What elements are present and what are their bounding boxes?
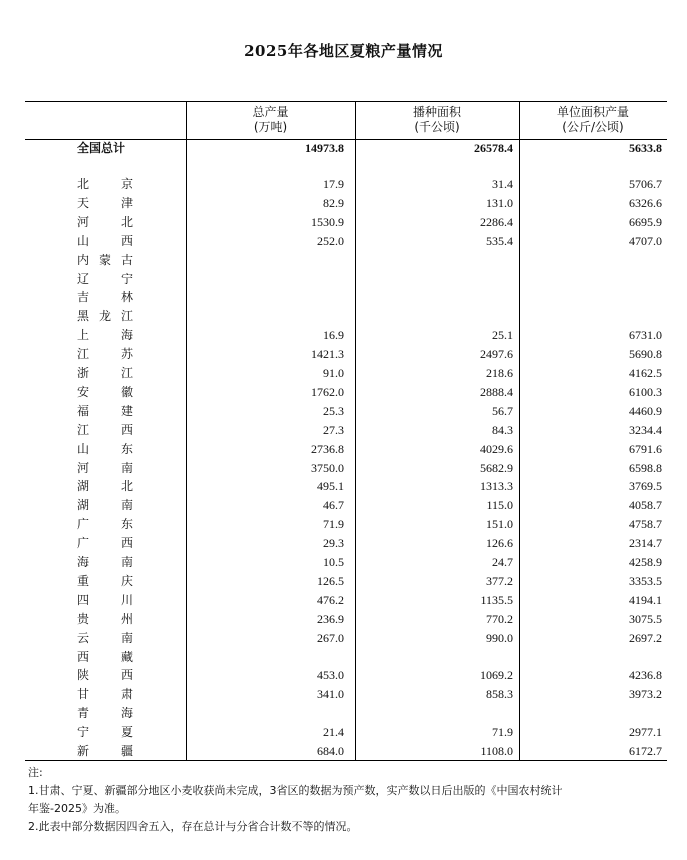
area-cell: 1069.2 <box>480 668 513 683</box>
yield-cell: 2977.1 <box>629 725 662 740</box>
output-cell: 476.2 <box>317 592 344 607</box>
yield-cell: 3075.5 <box>629 611 662 626</box>
area-cell: 56.7 <box>492 403 513 418</box>
region-name: 黑龙江 <box>77 309 133 324</box>
yield-cell: 5690.8 <box>629 347 662 362</box>
yield-cell: 6731.0 <box>629 328 662 343</box>
table-row <box>25 194 667 213</box>
table-row <box>25 629 667 648</box>
region-name: 贵州 <box>77 611 133 626</box>
area-cell: 151.0 <box>486 517 513 532</box>
region-name: 湖南 <box>77 498 133 513</box>
yield-cell: 6326.6 <box>629 195 662 210</box>
region-name: 新疆 <box>77 744 133 758</box>
output-cell: 1530.9 <box>311 214 344 229</box>
area-cell: 1313.3 <box>480 479 513 494</box>
note-1-continued: 年鉴-2025》为准。 <box>28 802 126 815</box>
region-name: 西藏 <box>77 649 133 664</box>
table-row <box>25 364 667 383</box>
header-yield-label: 单位面积产量 <box>556 105 629 119</box>
yield-cell: 4460.9 <box>629 403 662 418</box>
yield-cell: 4194.1 <box>629 592 662 607</box>
yield-cell: 3973.2 <box>629 687 662 702</box>
total-output: 14973.8 <box>305 141 344 155</box>
area-cell: 1108.0 <box>480 744 513 758</box>
yield-cell: 6695.9 <box>629 214 662 229</box>
area-cell: 1135.5 <box>480 592 513 607</box>
note-2: 2.此表中部分数据因四舍五入，存在总计与分省合计数不等的情况。 <box>28 820 358 833</box>
table-row <box>25 213 667 232</box>
output-cell: 495.1 <box>317 479 344 494</box>
area-cell: 115.0 <box>486 498 513 513</box>
table-row <box>25 591 667 610</box>
output-cell: 453.0 <box>317 668 344 683</box>
footnotes <box>28 764 668 836</box>
region-name: 上海 <box>77 328 133 343</box>
header-area <box>355 101 519 139</box>
region-name: 山西 <box>77 233 133 248</box>
region-name: 宁夏 <box>77 725 133 740</box>
yield-cell: 3353.5 <box>629 573 662 588</box>
yield-cell: 4258.9 <box>629 555 662 569</box>
area-cell: 990.0 <box>486 630 513 645</box>
region-name: 内蒙古 <box>77 252 133 267</box>
total-area: 26578.4 <box>474 141 513 155</box>
area-cell: 2286.4 <box>480 214 513 229</box>
header-yield <box>519 101 667 139</box>
output-cell: 29.3 <box>323 536 344 551</box>
total-row <box>25 139 667 158</box>
output-cell: 46.7 <box>323 498 344 513</box>
region-name: 江西 <box>77 422 133 437</box>
region-name: 陕西 <box>77 668 133 683</box>
yield-cell: 4707.0 <box>629 233 662 248</box>
table-row <box>25 742 667 761</box>
output-cell: 126.5 <box>317 573 344 588</box>
area-cell: 2497.6 <box>480 347 513 362</box>
region-name: 甘肃 <box>77 687 133 702</box>
area-cell: 535.4 <box>486 233 513 248</box>
region-name: 安徽 <box>77 384 133 399</box>
table-row <box>25 402 667 421</box>
output-cell: 16.9 <box>323 328 344 343</box>
yield-cell: 2697.2 <box>629 630 662 645</box>
region-name: 浙江 <box>77 366 133 380</box>
region-name: 云南 <box>77 630 133 645</box>
output-cell: 27.3 <box>323 422 344 437</box>
table-row <box>25 610 667 629</box>
output-cell: 236.9 <box>317 611 344 626</box>
header-yield-unit: (公斤/公顷) <box>562 120 624 134</box>
table-row <box>25 440 667 459</box>
page-title: 2025年各地区夏粮产量情况 <box>244 42 443 60</box>
region-name: 山东 <box>77 441 133 456</box>
output-cell: 21.4 <box>323 725 344 740</box>
area-cell: 4029.6 <box>480 441 513 456</box>
table-row <box>25 477 667 496</box>
output-cell: 267.0 <box>317 630 344 645</box>
yield-cell: 4758.7 <box>629 517 662 532</box>
yield-cell: 5706.7 <box>629 177 662 191</box>
table-row <box>25 421 667 440</box>
region-name: 江苏 <box>77 347 133 362</box>
table-row <box>25 534 667 553</box>
output-cell: 91.0 <box>323 366 344 380</box>
area-cell: 131.0 <box>486 195 513 210</box>
header-output-unit: (万吨) <box>253 120 288 134</box>
note-1: 1.甘肃、宁夏、新疆部分地区小麦收获尚未完成，3省区的数据为预产数，实产数以日后出版的《中国农村统计 <box>28 784 563 797</box>
table-row <box>25 648 667 667</box>
table-row <box>25 345 667 364</box>
table-row <box>25 666 667 685</box>
table-row <box>25 326 667 345</box>
output-cell: 341.0 <box>317 687 344 702</box>
output-cell: 1762.0 <box>311 384 344 399</box>
yield-cell: 2314.7 <box>629 536 662 551</box>
output-cell: 17.9 <box>323 177 344 191</box>
table-row <box>25 383 667 402</box>
header-area-label: 播种面积 <box>412 105 461 119</box>
region-name: 广东 <box>77 517 133 532</box>
output-cell: 684.0 <box>317 744 344 758</box>
yield-cell: 6172.7 <box>629 744 662 758</box>
region-name: 吉林 <box>77 290 133 305</box>
area-cell: 858.3 <box>486 687 513 702</box>
output-cell: 25.3 <box>323 403 344 418</box>
table-row <box>25 515 667 534</box>
table-row <box>25 685 667 704</box>
output-cell: 82.9 <box>323 195 344 210</box>
region-name: 河北 <box>77 214 133 229</box>
output-cell: 2736.8 <box>311 441 344 456</box>
table-row <box>25 459 667 478</box>
output-cell: 3750.0 <box>311 460 344 475</box>
table-row <box>25 572 667 591</box>
total-yield: 5633.8 <box>629 141 662 155</box>
notes-heading: 注: <box>28 766 43 779</box>
area-cell: 770.2 <box>486 611 513 626</box>
header-output <box>186 101 355 139</box>
header-area-unit: (千公顷) <box>414 120 460 134</box>
yield-cell: 3234.4 <box>629 422 662 437</box>
yield-cell: 6791.6 <box>629 441 662 456</box>
output-cell: 1421.3 <box>311 347 344 362</box>
region-name: 广西 <box>77 536 133 551</box>
region-name: 天津 <box>77 195 133 210</box>
region-name: 河南 <box>77 460 133 475</box>
yield-cell: 4162.5 <box>629 366 662 380</box>
area-cell: 5682.9 <box>480 460 513 475</box>
output-cell: 252.0 <box>317 233 344 248</box>
region-name: 辽宁 <box>77 271 133 286</box>
table-row <box>25 270 667 289</box>
table-row <box>25 232 667 251</box>
table-row <box>25 307 667 326</box>
region-name: 四川 <box>77 592 133 607</box>
table-row <box>25 553 667 572</box>
table-row <box>25 723 667 742</box>
region-name: 海南 <box>77 555 133 569</box>
table-row <box>25 288 667 307</box>
yield-cell: 4236.8 <box>629 668 662 683</box>
area-cell: 2888.4 <box>480 384 513 399</box>
region-name: 重庆 <box>77 573 133 588</box>
area-cell: 24.7 <box>492 555 513 569</box>
yield-cell: 4058.7 <box>629 498 662 513</box>
yield-cell: 6100.3 <box>629 384 662 399</box>
area-cell: 377.2 <box>486 573 513 588</box>
total-label: 全国总计 <box>77 141 126 155</box>
area-cell: 25.1 <box>492 328 513 343</box>
region-name: 湖北 <box>77 479 133 494</box>
table-row <box>25 175 667 194</box>
output-cell: 71.9 <box>323 517 344 532</box>
yield-cell: 3769.5 <box>629 479 662 494</box>
area-cell: 84.3 <box>492 422 513 437</box>
area-cell: 126.6 <box>486 536 513 551</box>
table-row <box>25 704 667 723</box>
area-cell: 218.6 <box>486 366 513 380</box>
header-output-label: 总产量 <box>252 105 289 119</box>
yield-cell: 6598.8 <box>629 460 662 475</box>
output-cell: 10.5 <box>323 555 344 569</box>
area-cell: 31.4 <box>492 177 513 191</box>
table-row <box>25 496 667 515</box>
area-cell: 71.9 <box>492 725 513 740</box>
region-name: 青海 <box>77 706 133 721</box>
header-region <box>25 101 186 139</box>
table-row <box>25 251 667 270</box>
region-name: 北京 <box>77 177 133 191</box>
region-name: 福建 <box>77 403 133 418</box>
